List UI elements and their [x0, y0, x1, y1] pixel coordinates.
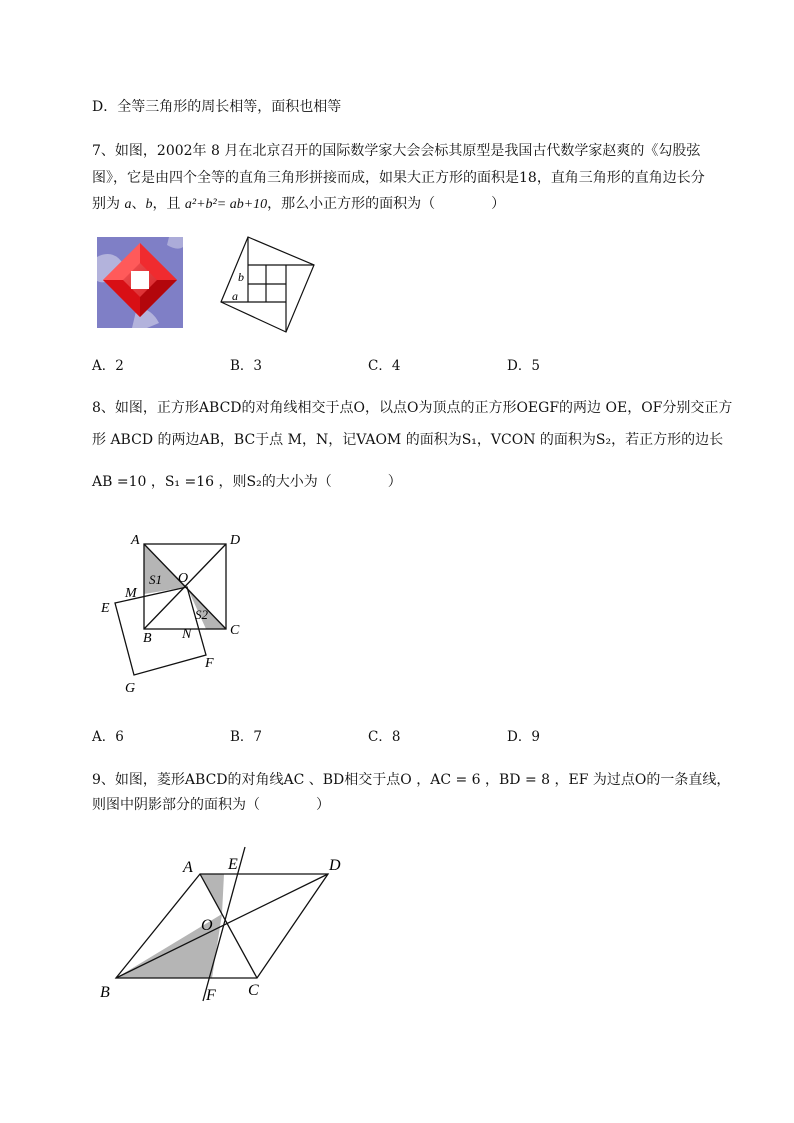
q7-text-fragment: ，那么小正方形的面积为（ ）	[267, 196, 506, 212]
q8-label-m: M	[125, 586, 137, 601]
q8-option-a[interactable]: A．6	[92, 729, 124, 745]
q7-text-line2: 图》，它是由四个全等的直角三角形拼接而成，如果大正方形的面积是18，直角三角形的直角边长分	[92, 170, 705, 186]
q7-text-fragment: 、	[131, 196, 146, 212]
q8-label-a: A	[131, 533, 140, 548]
q9-text-line1: 9、如图，菱形ABCD的对角线AC 、BD相交于点O ，AC = 6 ，BD = 8 ，EF 为过点O的一条直线，	[92, 772, 731, 788]
q7-option-b[interactable]: B．3	[230, 358, 263, 374]
q9-label-f: F	[206, 987, 216, 1004]
q8-text-line1: 8、如图，正方形ABCD的对角线相交于点O，以点O为顶点的正方形OEGF的两边 OE，OF分别交正方	[92, 400, 733, 416]
q7-var-a: a	[124, 197, 132, 212]
q9-label-o: O	[201, 917, 213, 934]
q8-label-f: F	[205, 656, 214, 671]
q7-equation: a²+b²= ab+10	[184, 197, 268, 212]
q8-option-b[interactable]: B．7	[230, 729, 263, 745]
q7-option-d[interactable]: D．5	[507, 358, 540, 374]
q8-label-g: G	[125, 681, 136, 696]
q8-option-d[interactable]: D．9	[507, 729, 540, 745]
q8-text-line2: 形 ABCD 的两边AB，BC于点 M，N，记VAOM 的面积为S₁，VCON 的面积为S₂，若正方形的边长	[92, 432, 724, 448]
q7-text-line3	[92, 194, 505, 215]
q7-option-c[interactable]: C．4	[368, 358, 401, 374]
q8-label-e: E	[101, 601, 110, 616]
q8-label-s1: S1	[149, 572, 162, 587]
q8-text-line3: AB =10 ，S₁ =16 ，则S₂的大小为（ ）	[92, 474, 402, 490]
q7-var-b: b	[145, 197, 153, 212]
q8-squares-diagram	[95, 530, 255, 698]
q8-label-d: D	[230, 533, 241, 548]
q7-label-b: b	[238, 270, 244, 284]
q7-label-a: a	[232, 289, 238, 303]
q8-label-b: B	[143, 631, 152, 646]
q9-label-a: A	[183, 859, 193, 876]
q9-rhombus-diagram	[95, 845, 355, 1005]
q7-text-fragment: 别为	[92, 196, 125, 212]
q8-option-c[interactable]: C．8	[368, 729, 401, 745]
q8-label-o: O	[178, 571, 189, 586]
q9-label-b: B	[100, 984, 110, 1001]
q9-label-d: D	[329, 857, 341, 874]
q7-pythagoras-diagram	[218, 236, 318, 334]
q8-label-c: C	[230, 623, 240, 638]
q9-label-c: C	[248, 982, 259, 999]
q7-text-fragment: ，且	[152, 196, 185, 212]
q7-text-line1: 7、如图，2002年 8 月在北京召开的国际数学家大会会标其原型是我国古代数学家赵爽的《勾股弦	[92, 143, 701, 159]
q6-option-d: D．全等三角形的周长相等，面积也相等	[92, 99, 342, 115]
q9-text-line2: 则图中阴影部分的面积为（ ）	[92, 797, 330, 813]
q7-option-a[interactable]: A．2	[92, 358, 124, 374]
q8-label-n: N	[182, 627, 192, 642]
q7-conference-logo-image	[97, 237, 183, 328]
q8-label-s2: S2	[195, 607, 208, 622]
q9-label-e: E	[228, 856, 238, 873]
